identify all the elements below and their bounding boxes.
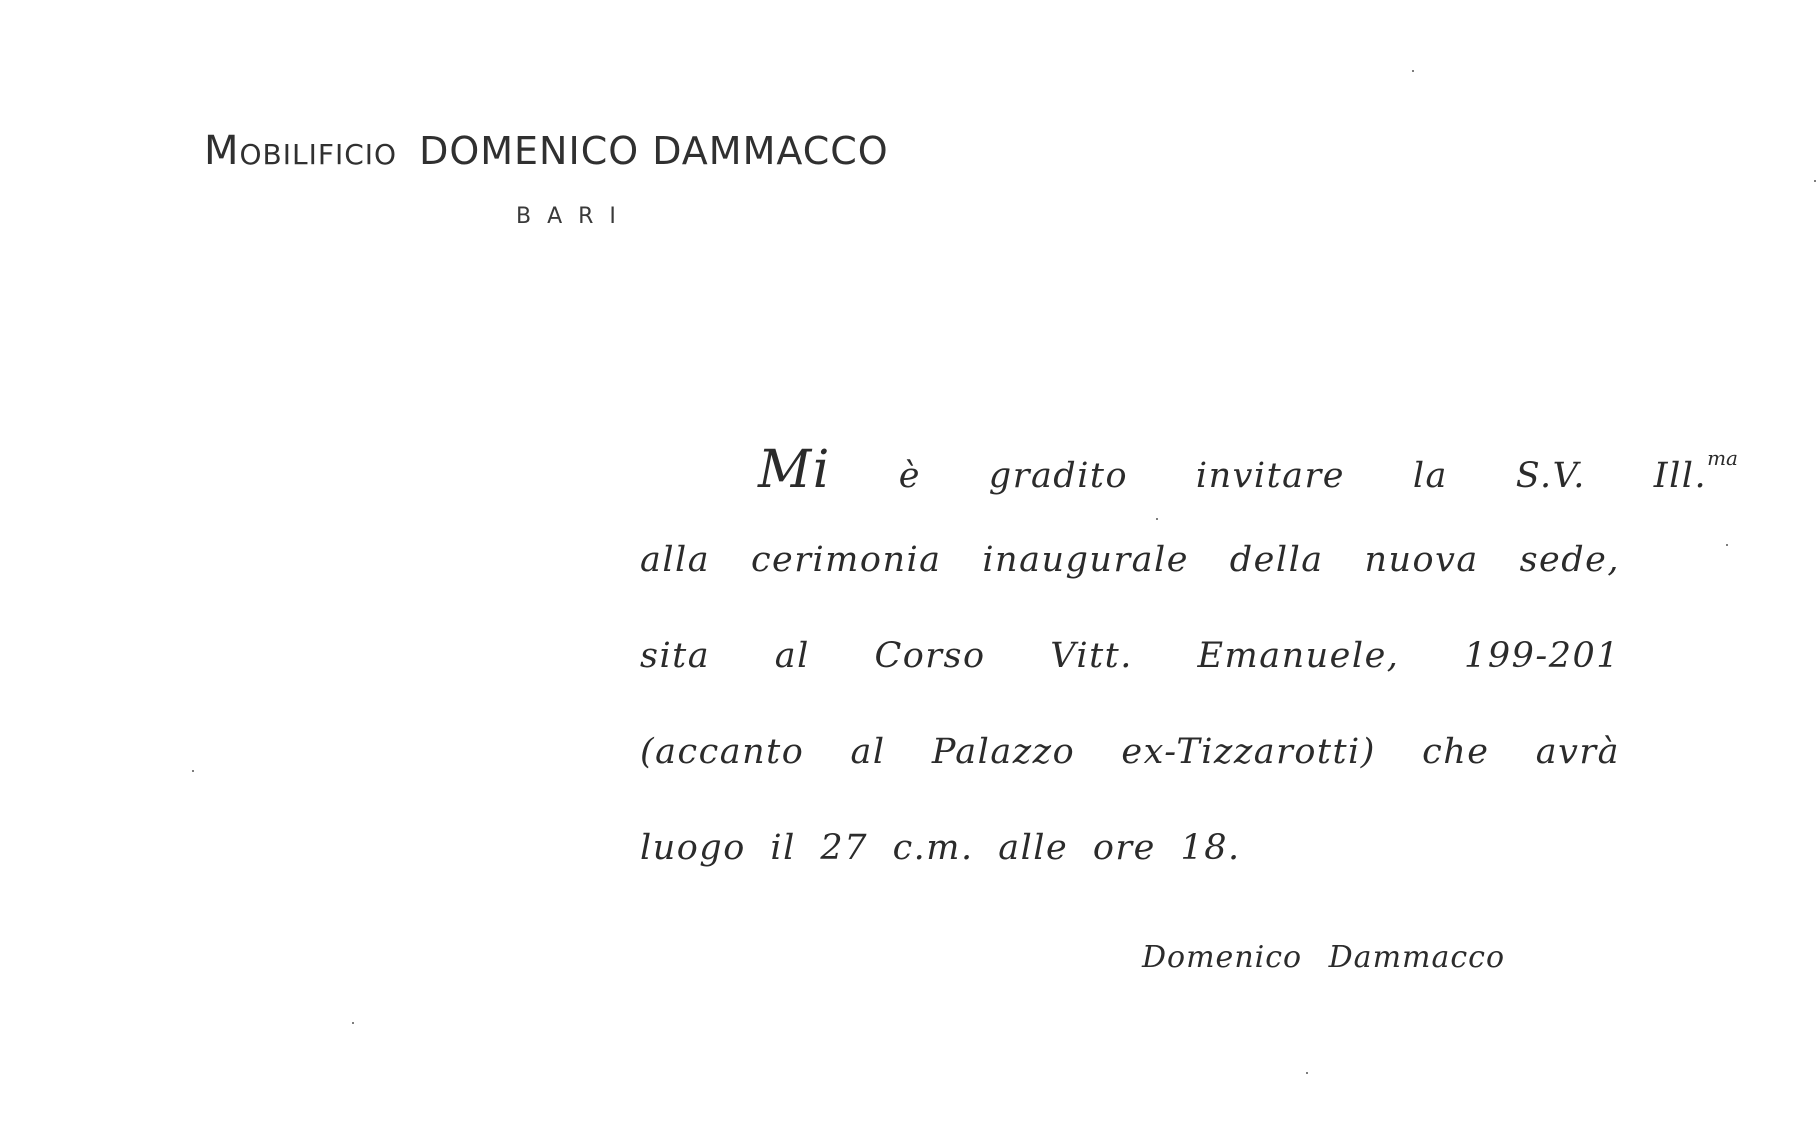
invitation-line-1	[758, 440, 1738, 500]
scan-speck	[352, 1022, 354, 1024]
company-name-lead: Mobilificio	[204, 128, 398, 174]
letterhead	[204, 128, 944, 229]
invitation-line-5: luogo il 27 c.m. alle ore 18.	[640, 828, 1241, 868]
company-name	[204, 128, 944, 174]
scan-speck	[1412, 70, 1414, 72]
invitation-initial-word: Mi	[758, 440, 831, 500]
invitation-line-1-superscript: ma	[1707, 446, 1738, 470]
scan-speck	[1306, 1072, 1308, 1074]
company-city: BARI	[516, 204, 632, 229]
invitation-line-3: sita al Corso Vitt. Emanuele, 199-201	[640, 636, 1620, 676]
scan-speck	[192, 770, 194, 772]
signature: Domenico Dammacco	[1142, 940, 1506, 975]
invitation-line-1-text: è gradito invitare la S.V. Ill.	[898, 456, 1708, 496]
scan-speck	[1156, 518, 1158, 520]
invitation-line-2: alla cerimonia inaugurale della nuova sede,	[640, 540, 1620, 580]
invitation-line-4: (accanto al Palazzo ex-Tizzarotti) che avrà	[640, 732, 1620, 772]
scan-speck	[1814, 180, 1816, 182]
scan-speck	[1726, 544, 1728, 546]
company-name-main: DOMENICO DAMMACCO	[419, 129, 889, 173]
